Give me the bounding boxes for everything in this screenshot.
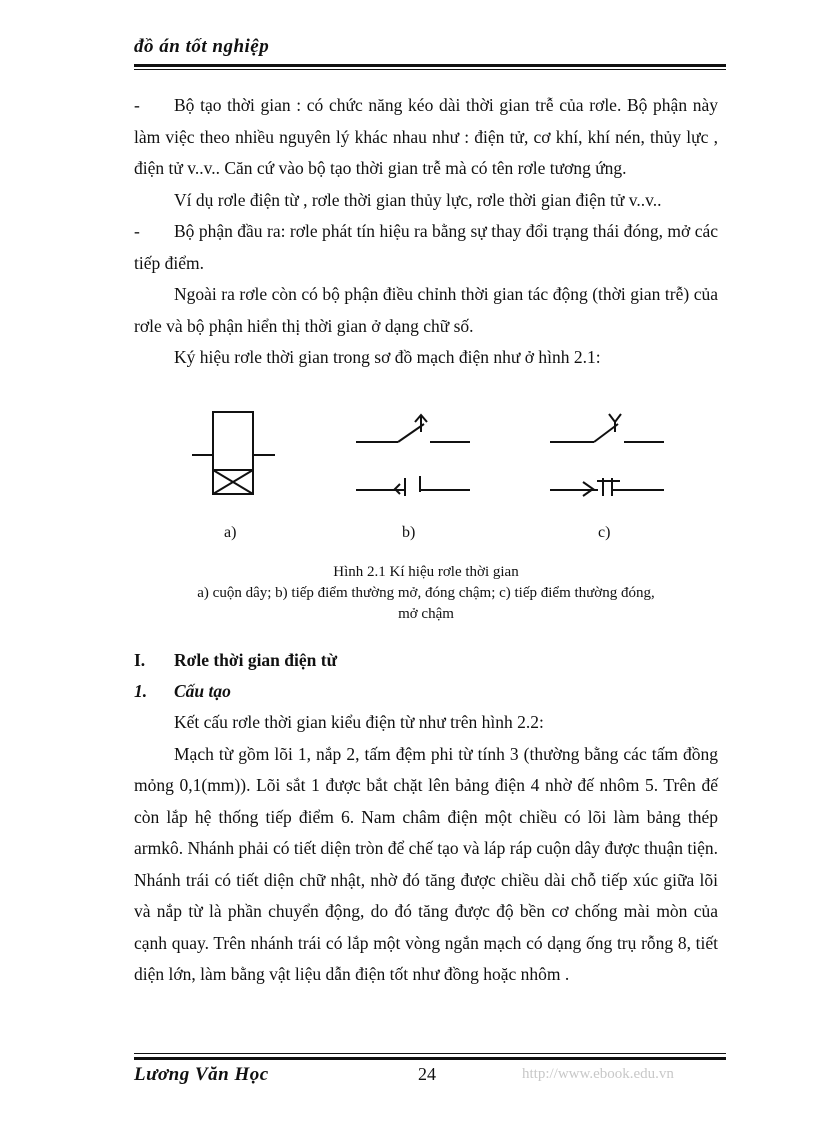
section-title: Rơle thời gian điện từ xyxy=(174,650,338,670)
caption-description: a) cuộn dây; b) tiếp điểm thường mở, đóng chậm; c) tiếp điểm thường đóng, mở chậm xyxy=(197,585,655,622)
figure-label-a: a) xyxy=(224,524,237,541)
section-number: I. xyxy=(134,650,146,670)
paragraph-example: Ví dụ rơle điện từ , rơle thời gian thủy lực, rơle thời gian điện tử v..v.. xyxy=(174,189,662,210)
paragraph-adjustment: Ngoài ra rơle còn có bộ phận điều chỉnh thời gian tác động (thời gian trễ) của rơle và bộ phận hiển thị thời gian ở dạng chữ số. xyxy=(134,284,718,336)
list-dash: - xyxy=(134,95,140,115)
footer-rule-thick xyxy=(134,1057,726,1060)
header-rule-thin xyxy=(134,69,726,70)
no-delay-close-contact-symbol xyxy=(356,415,470,496)
subsection-title: Cấu tạo xyxy=(174,681,231,701)
coil-symbol xyxy=(192,412,275,494)
section-text-block xyxy=(134,707,718,991)
subsection-heading xyxy=(134,681,231,702)
page-number: 24 xyxy=(418,1064,436,1084)
figure-caption xyxy=(134,562,718,625)
paragraph-structure-intro: Kết cấu rơle thời gian kiểu điện từ như trên hình 2.2: xyxy=(174,712,544,732)
subsection-number: 1. xyxy=(134,681,148,701)
list-dash: - xyxy=(134,221,140,241)
footer-author: Lương Văn Học xyxy=(134,1064,269,1085)
paragraph-text: Bộ tạo thời gian : có chức năng kéo dài thời gian trễ của rơle. Bộ phận này làm việc theo nhiều nguyên lý khác nhau như : điện tử, cơ khí, khí nén, thủy lực , điện tử v..v.. Căn cứ vào bộ tạo thời gian trễ mà có tên rơle tương ứng. xyxy=(134,95,718,178)
footer-watermark-url: http://www.ebook.edu.vn xyxy=(522,1066,674,1082)
paragraph-timer-block xyxy=(134,90,718,185)
header-rule-thick xyxy=(134,64,726,67)
paragraph-text: Bộ phận đầu ra: rơle phát tín hiệu ra bằng sự thay đổi trạng thái đóng, mở các tiếp điểm. xyxy=(134,221,718,273)
figure-label-c: c) xyxy=(598,524,611,541)
paragraph-magnetic-circuit: Mạch từ gồm lõi 1, nắp 2, tấm đệm phi từ tính 3 (thường bằng các tấm đồng mỏng 0,1(mm)). Lõi sắt 1 được bắt chặt lên bảng điện 4 nhờ đế nhôm 5. Trên đế còn lắp hệ thống tiếp điểm 6. Nam châm điện một chiều có lõi làm bảng thép armkô. Nhánh phải có tiết diện tròn để chế tạo và láp ráp cuộn dây được thuận tiện. Nhánh trái có tiết diện chữ nhật, nhờ đó tăng được chiều dài chỗ tiếp xúc giữa lõi và nắp từ là phần chuyển động, do đó tăng được độ bền cơ chống mài mòn của cạnh quay. Trên nhánh trái có lắp một vòng ngắn mạch có dạng ống trụ rỗng 8, tiết diện lớn, làm bằng vật liệu dẫn điện tốt như đồng hoặc nhôm . xyxy=(134,743,718,984)
paragraph-symbol-intro: Ký hiệu rơle thời gian trong sơ đồ mạch điện như ở hình 2.1: xyxy=(174,347,601,367)
paragraph-output-block xyxy=(134,216,718,279)
header-title: đồ án tốt nghiệp xyxy=(134,36,270,57)
caption-title: Hình 2.1 Kí hiệu rơle thời gian xyxy=(333,564,519,580)
figure-label-b: b) xyxy=(402,524,416,541)
intro-text-block xyxy=(134,90,718,374)
section-heading xyxy=(134,650,337,671)
footer-rule-thin xyxy=(134,1053,726,1054)
nc-delay-open-contact-symbol xyxy=(550,414,664,496)
